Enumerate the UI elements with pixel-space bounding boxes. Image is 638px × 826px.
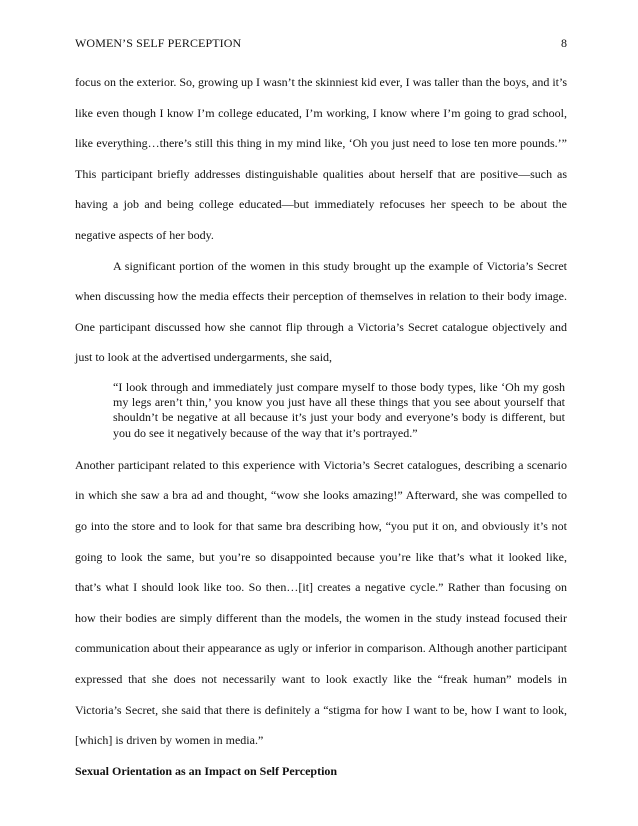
paragraph-victorias-secret: A significant portion of the women in this study brought up the example of Victoria’s Secret when discussing how the media effects their perception of themselves in relation to their body image. One participant discussed how she cannot flip through a Victoria’s Secret catalogue objectively and just to look at the advertised undergarments, she said, xyxy=(75,258,567,365)
running-head xyxy=(75,36,567,52)
section-heading: Sexual Orientation as an Impact on Self Perception xyxy=(75,763,338,778)
block-quote: “I look through and immediately just compare myself to those body types, like ‘Oh my gosh my legs aren’t thin,’ you know you just have all these things that you see about yourself that shouldn’t be negative at all because it’s just your body and everyone’s body is different, but you do see it negatively because of the way that it’s portrayed.” xyxy=(113,379,565,440)
paragraph-continued: focus on the exterior. So, growing up I wasn’t the skinniest kid ever, I was taller than the boys, and it’s like even though I know I’m college educated, I’m working, I know where I’m going to grad school, like everything…there’s still this thing in my mind like, ‘Oh you just need to lose ten more pounds.’” This participant briefly addresses distinguishable qualities about herself that are positive—such as having a job and being college educated—but immediately refocuses her speech to be about the negative aspects of her body. xyxy=(75,75,567,242)
paragraph-catalogue-experience: Another participant related to this experience with Victoria’s Secret catalogues, describing a scenario in which she saw a bra ad and thought, “wow she looks amazing!” Afterward, she was compelled to go into the store and to look for that same bra describing how, “you put it on, and obviously it’s not going to look the same, but you’re so disappointed because you’re like that’s what it looked like, that’s what I should look like too. So then…[it] creates a negative cycle.” Rather than focusing on how their bodies are simply different than the models, the women in the study instead focused their communication about their appearance as ugly or inferior in comparison. Although another participant expressed that she does not necessarily want to look exactly like the “freak human” models in Victoria’s Secret, she said that there is definitely a “stigma for how I want to be, how I want to look, [which] is driven by women in media.” xyxy=(75,457,567,748)
running-title: WOMEN’S SELF PERCEPTION xyxy=(75,36,242,50)
page-number: 8 xyxy=(561,36,567,50)
document-body xyxy=(75,67,567,786)
